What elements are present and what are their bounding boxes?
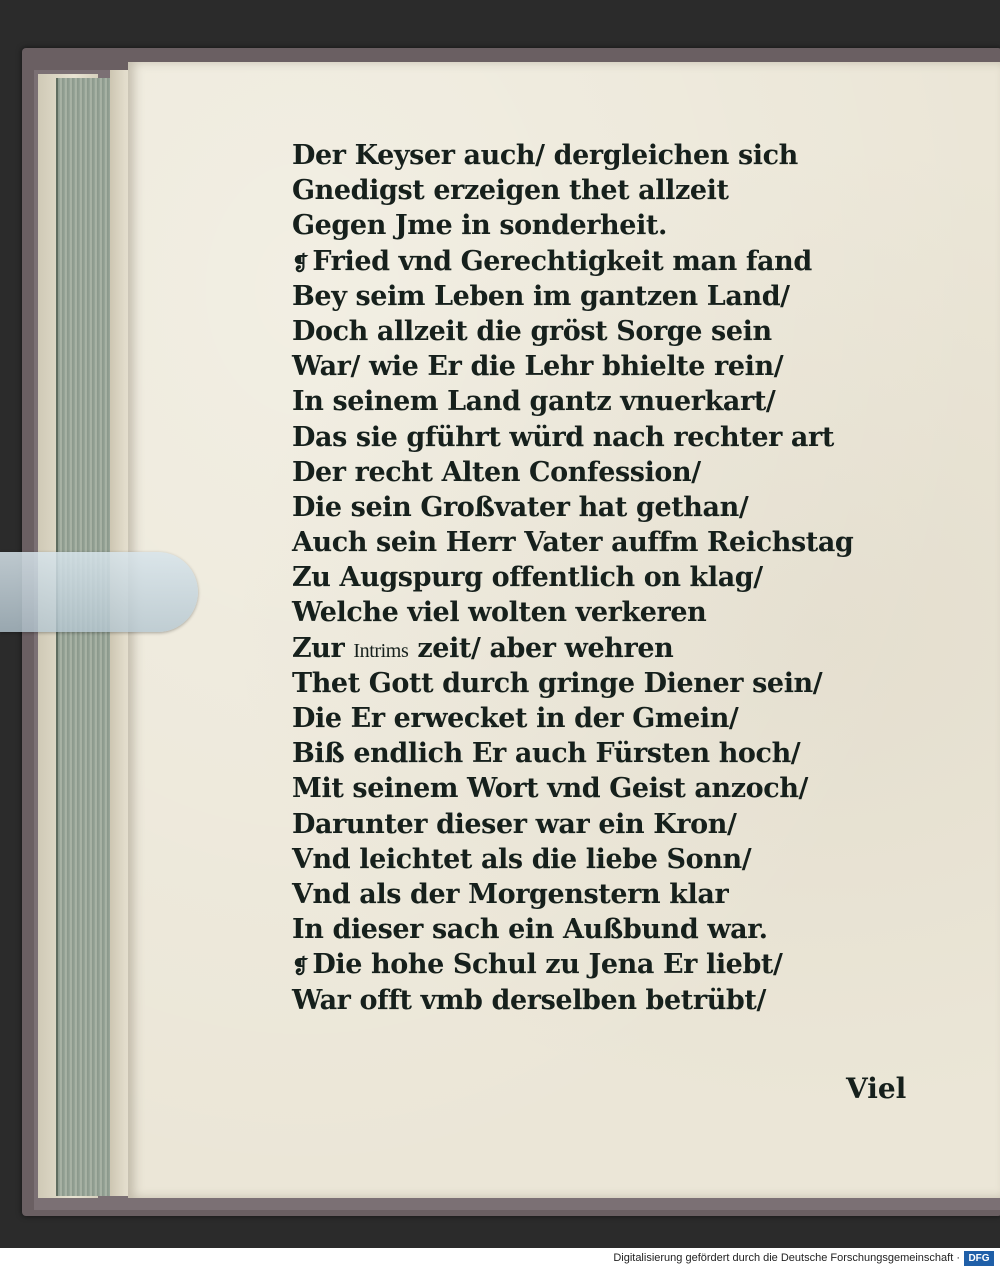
verse-line-25: War offt vmb derselben betrübt/ <box>292 984 766 1016</box>
verse-line-14: Welche viel wolten verkeren <box>292 597 707 629</box>
verse-line-11: Die sein Großvater hat gethan/ <box>292 491 749 523</box>
verse-line-13: Zu Augspurg offentlich on klag/ <box>292 562 763 594</box>
verse-line-18: Biß endlich Er auch Fürsten hoch/ <box>292 738 801 770</box>
verse-line-2: Gnedigst erzeigen thet allzeit <box>292 175 729 207</box>
dfg-logo-icon: DFG <box>964 1251 994 1266</box>
verse-line-5: Bey seim Leben im gantzen Land/ <box>292 280 790 312</box>
verse-line-4-text: Fried vnd Gerechtigkeit man fand <box>312 245 812 277</box>
verse-line-17: Die Er erwecket in der Gmein/ <box>292 703 739 734</box>
verse-line-21: Vnd leichtet als die liebe Sonn/ <box>292 843 752 875</box>
verse-line-16: Thet Gott durch gringe Diener sein/ <box>292 667 823 699</box>
paragraph-mark-icon: ❡ <box>292 954 309 979</box>
verse-line-15-start: Zur <box>292 632 345 664</box>
verse-line-8: In seinem Land gantz vnuerkart/ <box>292 386 776 418</box>
verse-line-23: In dieser sach ein Außbund war. <box>292 914 768 946</box>
verse-line-1: Der Keyser auch/ dergleichen sich <box>292 140 798 171</box>
funding-credit: Digitalisierung gefördert durch die Deutsche Forschungsgemeinschaft · <box>613 1252 960 1264</box>
verse-line-15-latin-word: Intrims <box>353 639 409 662</box>
verse-line-24-text: Die hohe Schul zu Jena Er liebt/ <box>312 949 783 981</box>
verse-line-15-end: zeit/ aber wehren <box>417 632 674 664</box>
verse-text <box>292 138 854 1018</box>
verse-line-24 <box>292 947 812 982</box>
catchword: Viel <box>846 1072 907 1105</box>
verse-line-7: War/ wie Er die Lehr bhielte rein/ <box>292 351 784 383</box>
verse-line-19: Mit seinem Wort vnd Geist anzoch/ <box>292 773 809 805</box>
paragraph-mark-icon: ❡ <box>292 250 309 275</box>
verse-line-15 <box>292 631 812 666</box>
verse-line-3: Gegen Jme in sonderheit. <box>292 210 667 242</box>
verse-line-10: Der recht Alten Confession/ <box>292 456 701 488</box>
verse-line-6: Doch allzeit die gröst Sorge sein <box>292 315 772 347</box>
verse-line-12: Auch sein Herr Vater auffm Reichstag <box>292 527 854 559</box>
footer-bar <box>0 1248 1000 1270</box>
verse-line-20: Darunter dieser war ein Kron/ <box>292 808 737 840</box>
verse-line-9: Das sie gführt würd nach rechter art <box>292 421 834 453</box>
verse-line-22: Vnd als der Morgenstern klar <box>292 878 729 910</box>
bookmark-strip <box>0 552 198 632</box>
verse-line-4 <box>292 244 812 279</box>
